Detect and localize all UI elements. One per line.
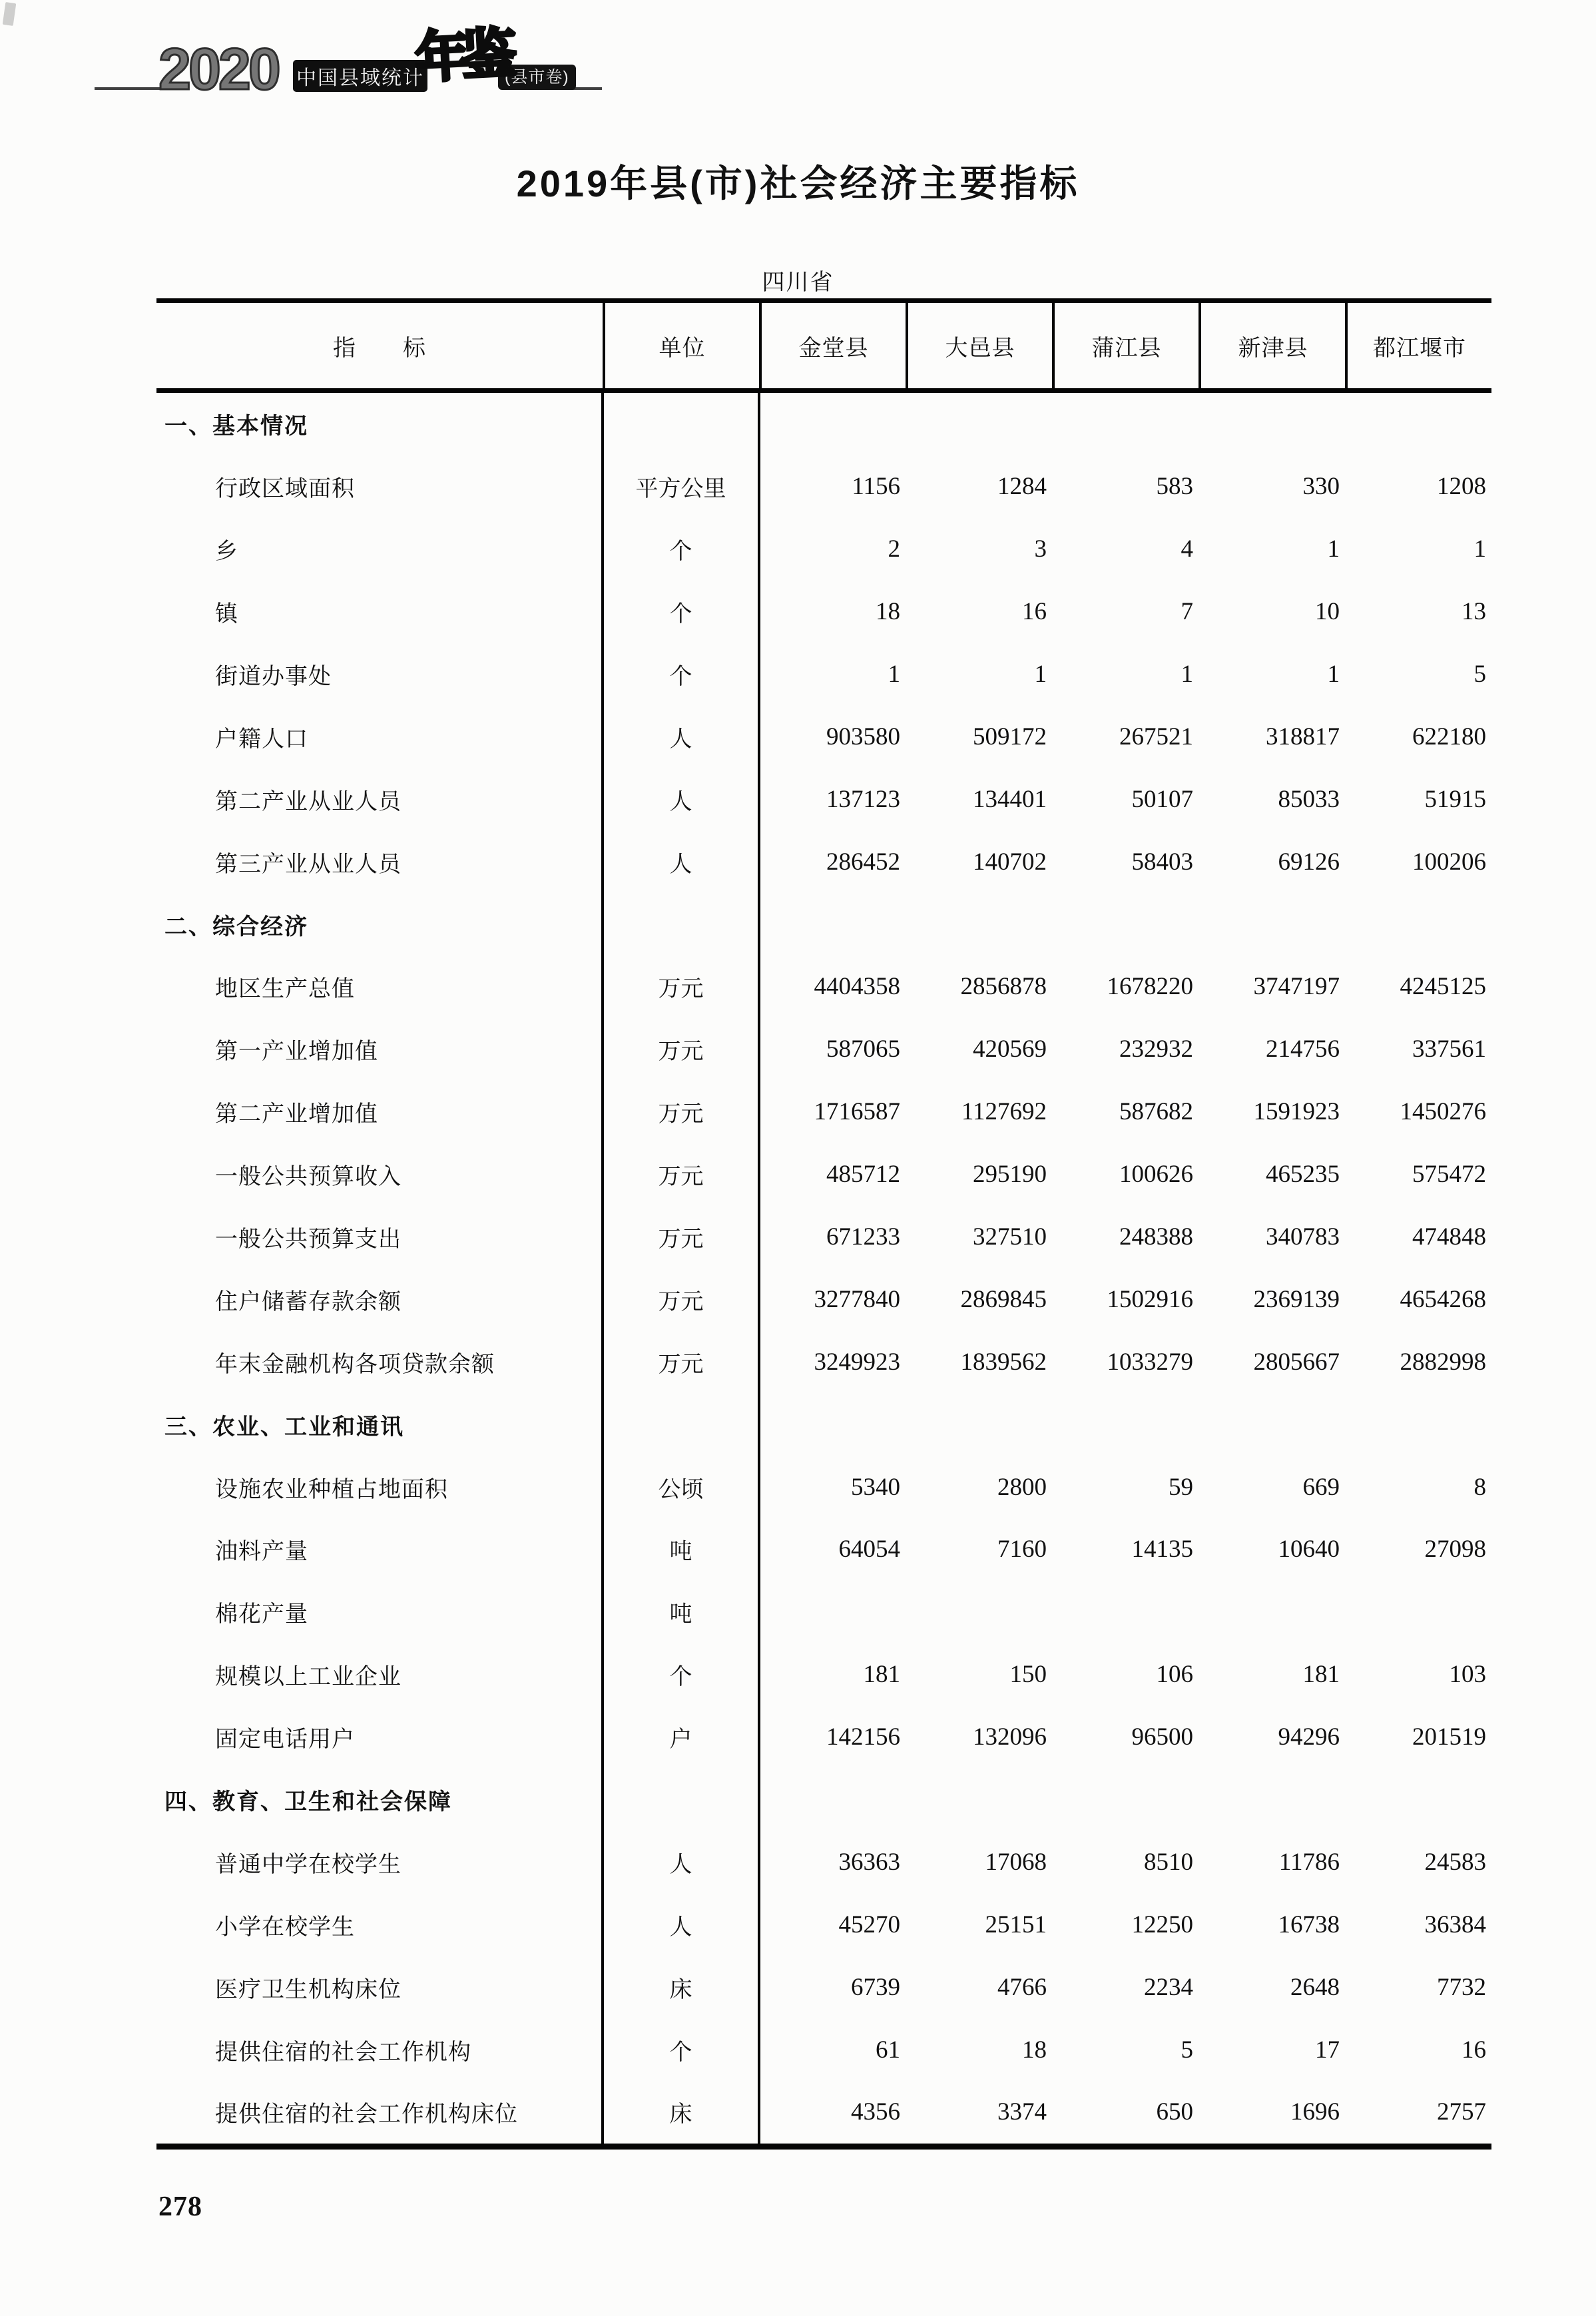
value-cell-xinjin: 16738 bbox=[1278, 1910, 1340, 1938]
page-title: 2019年县(市)社会经济主要指标 bbox=[516, 162, 1080, 204]
indicator-cell: 行政区域面积 bbox=[215, 477, 355, 502]
indicator-cell: 年末金融机构各项贷款余额 bbox=[215, 1352, 495, 1377]
table-row bbox=[156, 1706, 1491, 1769]
value-cell-dayi: 4766 bbox=[997, 1973, 1047, 2001]
value-cell-xinjin: 330 bbox=[1302, 473, 1340, 501]
value-cell-pujiang: 583 bbox=[1156, 473, 1193, 501]
unit-cell: 万元 bbox=[658, 1039, 704, 1065]
value-cell-pujiang: 7 bbox=[1181, 598, 1193, 626]
value-cell-xinjin: 318817 bbox=[1266, 723, 1340, 750]
indicator-cell: 第一产业增加值 bbox=[215, 1039, 378, 1065]
value-cell-pujiang: 5 bbox=[1181, 2036, 1193, 2064]
indicator-cell: 普通中学在校学生 bbox=[215, 1852, 401, 1877]
value-cell-dujiangyan: 7732 bbox=[1437, 1973, 1486, 2001]
column-rule-indicator bbox=[601, 393, 604, 2144]
unit-cell: 平方公里 bbox=[635, 477, 726, 502]
unit-cell: 个 bbox=[669, 539, 692, 565]
value-cell-dayi: 132096 bbox=[973, 1723, 1047, 1751]
table-row bbox=[156, 393, 1491, 455]
table-row bbox=[156, 1330, 1491, 1393]
table-bottom-border bbox=[156, 2144, 1491, 2150]
value-cell-pujiang: 12250 bbox=[1131, 1910, 1193, 1938]
table-row bbox=[156, 1769, 1491, 1831]
value-cell-pujiang: 96500 bbox=[1131, 1723, 1193, 1751]
value-cell-dujiangyan: 2882998 bbox=[1400, 1348, 1486, 1376]
value-cell-dayi: 295190 bbox=[973, 1161, 1047, 1189]
table-row bbox=[156, 705, 1491, 768]
value-cell-dujiangyan: 1450276 bbox=[1400, 1098, 1486, 1126]
value-cell-dujiangyan: 100206 bbox=[1412, 848, 1486, 876]
value-cell-pujiang: 232932 bbox=[1119, 1035, 1193, 1063]
value-cell-xinjin: 465235 bbox=[1266, 1161, 1340, 1189]
value-cell-pujiang: 50107 bbox=[1131, 785, 1193, 813]
indicator-cell: 户籍人口 bbox=[215, 726, 308, 752]
table-row bbox=[156, 1518, 1491, 1581]
indicator-cell: 提供住宿的社会工作机构床位 bbox=[215, 2102, 518, 2128]
unit-cell: 人 bbox=[669, 852, 692, 877]
unit-cell: 人 bbox=[669, 1914, 692, 1940]
value-cell-xinjin: 1591923 bbox=[1253, 1098, 1340, 1126]
value-cell-dayi: 140702 bbox=[973, 848, 1047, 876]
value-cell-jintang: 181 bbox=[863, 1661, 900, 1689]
header-county-pujiang: 蒲江县 bbox=[1052, 303, 1198, 388]
value-cell-dujiangyan: 51915 bbox=[1424, 785, 1486, 813]
header-unit: 单位 bbox=[603, 303, 759, 388]
value-cell-xinjin: 2648 bbox=[1290, 1973, 1340, 2001]
value-cell-dujiangyan: 103 bbox=[1449, 1661, 1486, 1689]
value-cell-dujiangyan: 4654268 bbox=[1400, 1285, 1486, 1313]
table-row bbox=[156, 1081, 1491, 1143]
table-row bbox=[156, 643, 1491, 706]
value-cell-dayi: 17068 bbox=[985, 1848, 1047, 1876]
indicator-cell: 住户储蓄存款余额 bbox=[215, 1289, 401, 1314]
indicator-cell: 设施农业种植占地面积 bbox=[215, 1477, 448, 1502]
table-row bbox=[156, 1956, 1491, 2018]
value-cell-jintang: 5340 bbox=[851, 1473, 900, 1501]
value-cell-jintang: 64054 bbox=[838, 1536, 900, 1564]
value-cell-jintang: 2 bbox=[888, 535, 900, 563]
value-cell-dayi: 18 bbox=[1022, 2036, 1047, 2064]
value-cell-xinjin: 1 bbox=[1327, 535, 1340, 563]
unit-cell: 万元 bbox=[658, 1352, 704, 1377]
value-cell-dujiangyan: 16 bbox=[1462, 2036, 1486, 2064]
unit-cell: 万元 bbox=[658, 1165, 704, 1190]
value-cell-dayi: 1839562 bbox=[960, 1348, 1047, 1376]
value-cell-dujiangyan: 27098 bbox=[1424, 1536, 1486, 1564]
province-subtitle: 四川省 bbox=[762, 270, 834, 295]
table-top-border bbox=[156, 298, 1491, 303]
indicator-cell: 街道办事处 bbox=[215, 665, 332, 689]
unit-cell: 吨 bbox=[669, 1602, 692, 1627]
table-row bbox=[156, 1143, 1491, 1206]
value-cell-xinjin: 10 bbox=[1315, 598, 1340, 626]
value-cell-jintang: 4404358 bbox=[814, 973, 900, 1001]
indicator-cell: 四、教育、卫生和社会保障 bbox=[164, 1789, 452, 1815]
value-cell-dujiangyan: 337561 bbox=[1412, 1035, 1486, 1063]
table-row bbox=[156, 1831, 1491, 1893]
scan-smudge bbox=[3, 2, 17, 26]
indicator-cell: 固定电话用户 bbox=[215, 1727, 355, 1753]
table-header-row bbox=[156, 303, 1491, 388]
value-cell-xinjin: 1696 bbox=[1290, 2098, 1340, 2126]
value-cell-dujiangyan: 4245125 bbox=[1400, 973, 1486, 1001]
unit-cell: 户 bbox=[669, 1727, 692, 1753]
value-cell-jintang: 36363 bbox=[838, 1848, 900, 1876]
masthead-year: 2020 bbox=[158, 36, 278, 102]
value-cell-jintang: 485712 bbox=[826, 1161, 900, 1189]
value-cell-xinjin: 85033 bbox=[1278, 785, 1340, 813]
value-cell-jintang: 4356 bbox=[851, 2098, 900, 2126]
value-cell-jintang: 1716587 bbox=[814, 1098, 900, 1126]
table-row bbox=[156, 768, 1491, 830]
header-indicator: 指 标 bbox=[333, 336, 426, 361]
unit-cell: 人 bbox=[669, 789, 692, 814]
header-county-dayi: 大邑县 bbox=[906, 303, 1052, 388]
value-cell-jintang: 142156 bbox=[826, 1723, 900, 1751]
value-cell-xinjin: 214756 bbox=[1266, 1035, 1340, 1063]
value-cell-dayi: 25151 bbox=[985, 1910, 1047, 1938]
value-cell-dujiangyan: 1208 bbox=[1437, 473, 1486, 501]
value-cell-pujiang: 59 bbox=[1169, 1473, 1193, 1501]
page-number: 278 bbox=[158, 2191, 202, 2222]
unit-cell: 万元 bbox=[658, 1227, 704, 1253]
value-cell-jintang: 903580 bbox=[826, 723, 900, 750]
value-cell-jintang: 3277840 bbox=[814, 1285, 900, 1313]
value-cell-xinjin: 181 bbox=[1302, 1661, 1340, 1689]
value-cell-jintang: 3249923 bbox=[814, 1348, 900, 1376]
table-row bbox=[156, 2081, 1491, 2144]
value-cell-dayi: 327510 bbox=[973, 1223, 1047, 1251]
value-cell-jintang: 137123 bbox=[826, 785, 900, 813]
value-cell-dayi: 3 bbox=[1034, 535, 1047, 563]
value-cell-dayi: 16 bbox=[1022, 598, 1047, 626]
unit-cell: 个 bbox=[669, 2040, 692, 2065]
value-cell-pujiang: 106 bbox=[1156, 1661, 1193, 1689]
value-cell-dujiangyan: 2757 bbox=[1437, 2098, 1486, 2126]
unit-cell: 个 bbox=[669, 1665, 692, 1690]
value-cell-dujiangyan: 474848 bbox=[1412, 1223, 1486, 1251]
value-cell-jintang: 45270 bbox=[838, 1910, 900, 1938]
unit-cell: 万元 bbox=[658, 1289, 704, 1314]
value-cell-pujiang: 267521 bbox=[1119, 723, 1193, 750]
value-cell-pujiang: 100626 bbox=[1119, 1161, 1193, 1189]
unit-cell: 人 bbox=[669, 1852, 692, 1877]
value-cell-xinjin: 669 bbox=[1302, 1473, 1340, 1501]
table-row bbox=[156, 2018, 1491, 2081]
value-cell-xinjin: 2369139 bbox=[1253, 1285, 1340, 1313]
value-cell-xinjin: 17 bbox=[1315, 2036, 1340, 2064]
value-cell-dayi: 509172 bbox=[973, 723, 1047, 750]
value-cell-dayi: 2856878 bbox=[960, 973, 1047, 1001]
value-cell-pujiang: 1033279 bbox=[1107, 1348, 1193, 1376]
indicator-cell: 一般公共预算支出 bbox=[215, 1227, 401, 1253]
value-cell-pujiang: 2234 bbox=[1144, 1973, 1193, 2001]
indicator-cell: 提供住宿的社会工作机构 bbox=[215, 2040, 471, 2065]
value-cell-pujiang: 248388 bbox=[1119, 1223, 1193, 1251]
value-cell-jintang: 587065 bbox=[826, 1035, 900, 1063]
value-cell-dujiangyan: 201519 bbox=[1412, 1723, 1486, 1751]
indicator-cell: 第三产业从业人员 bbox=[215, 852, 401, 877]
indicator-cell: 镇 bbox=[215, 602, 238, 627]
value-cell-dayi: 1127692 bbox=[961, 1098, 1047, 1126]
value-cell-dujiangyan: 8 bbox=[1473, 1473, 1486, 1501]
value-cell-dujiangyan: 13 bbox=[1462, 598, 1486, 626]
unit-cell: 床 bbox=[669, 1977, 692, 2002]
value-cell-xinjin: 10640 bbox=[1278, 1536, 1340, 1564]
value-cell-dujiangyan: 36384 bbox=[1424, 1910, 1486, 1938]
yearbook-logo: 年鉴 bbox=[413, 23, 511, 89]
indicator-cell: 油料产量 bbox=[215, 1540, 308, 1565]
value-cell-pujiang: 587682 bbox=[1119, 1098, 1193, 1126]
indicator-cell: 乡 bbox=[215, 539, 238, 565]
indicator-cell: 一、基本情况 bbox=[164, 414, 308, 439]
value-cell-xinjin: 94296 bbox=[1278, 1723, 1340, 1751]
masthead-rule-left bbox=[95, 87, 164, 90]
header-county-dujiangyan: 都江堰市 bbox=[1345, 303, 1491, 388]
value-cell-pujiang: 8510 bbox=[1144, 1848, 1193, 1876]
value-cell-jintang: 61 bbox=[876, 2036, 900, 2064]
unit-cell: 个 bbox=[669, 665, 692, 689]
statistics-table bbox=[156, 298, 1491, 2150]
value-cell-dayi: 2869845 bbox=[960, 1285, 1047, 1313]
table-row bbox=[156, 1643, 1491, 1706]
indicator-cell: 小学在校学生 bbox=[215, 1914, 355, 1940]
value-cell-dujiangyan: 24583 bbox=[1424, 1848, 1486, 1876]
value-cell-xinjin: 3747197 bbox=[1253, 973, 1340, 1001]
table-row bbox=[156, 1581, 1491, 1643]
value-cell-xinjin: 340783 bbox=[1266, 1223, 1340, 1251]
value-cell-xinjin: 69126 bbox=[1278, 848, 1340, 876]
table-row bbox=[156, 956, 1491, 1018]
value-cell-pujiang: 650 bbox=[1156, 2098, 1193, 2126]
value-cell-dujiangyan: 622180 bbox=[1412, 723, 1486, 750]
value-cell-dujiangyan: 5 bbox=[1473, 661, 1486, 688]
unit-cell: 万元 bbox=[658, 1102, 704, 1127]
value-cell-jintang: 18 bbox=[876, 598, 900, 626]
unit-cell: 床 bbox=[669, 2102, 692, 2128]
value-cell-jintang: 1156 bbox=[852, 473, 900, 501]
value-cell-pujiang: 14135 bbox=[1131, 1536, 1193, 1564]
table-row bbox=[156, 893, 1491, 956]
value-cell-jintang: 286452 bbox=[826, 848, 900, 876]
value-cell-pujiang: 1502916 bbox=[1107, 1285, 1193, 1313]
header-county-jintang: 金堂县 bbox=[759, 303, 906, 388]
value-cell-dujiangyan: 575472 bbox=[1412, 1161, 1486, 1189]
indicator-cell: 第二产业增加值 bbox=[215, 1102, 378, 1127]
value-cell-dayi: 1 bbox=[1034, 661, 1047, 688]
indicator-cell: 第二产业从业人员 bbox=[215, 789, 401, 814]
value-cell-dujiangyan: 1 bbox=[1473, 535, 1486, 563]
value-cell-jintang: 6739 bbox=[851, 1973, 900, 2001]
table-row bbox=[156, 1268, 1491, 1330]
indicator-cell: 医疗卫生机构床位 bbox=[215, 1977, 401, 2002]
masthead-volume-label: (县市卷) bbox=[498, 65, 576, 90]
table-row bbox=[156, 1893, 1491, 1956]
table-row bbox=[156, 1393, 1491, 1456]
value-cell-dayi: 2800 bbox=[997, 1473, 1047, 1501]
column-rule-unit bbox=[758, 393, 760, 2144]
table-row bbox=[156, 1206, 1491, 1269]
table-row bbox=[156, 830, 1491, 893]
value-cell-pujiang: 1678220 bbox=[1107, 973, 1193, 1001]
value-cell-xinjin: 2805667 bbox=[1253, 1348, 1340, 1376]
value-cell-dayi: 1284 bbox=[997, 473, 1047, 501]
value-cell-dayi: 420569 bbox=[973, 1035, 1047, 1063]
value-cell-xinjin: 1 bbox=[1327, 661, 1340, 688]
unit-cell: 公顷 bbox=[658, 1477, 704, 1502]
table-row bbox=[156, 1456, 1491, 1518]
unit-cell: 个 bbox=[669, 602, 692, 627]
value-cell-dayi: 3374 bbox=[997, 2098, 1047, 2126]
indicator-cell: 二、综合经济 bbox=[164, 914, 308, 940]
unit-cell: 吨 bbox=[669, 1540, 692, 1565]
table-row bbox=[156, 455, 1491, 518]
masthead-series-label: 中国县域统计 bbox=[293, 60, 427, 92]
indicator-cell: 一般公共预算收入 bbox=[215, 1165, 401, 1190]
value-cell-pujiang: 58403 bbox=[1131, 848, 1193, 876]
value-cell-dayi: 7160 bbox=[997, 1536, 1047, 1564]
value-cell-dayi: 134401 bbox=[973, 785, 1047, 813]
table-body bbox=[156, 393, 1491, 2144]
unit-cell: 万元 bbox=[658, 977, 704, 1002]
value-cell-dayi: 150 bbox=[1009, 1661, 1047, 1689]
table-header-separator bbox=[156, 388, 1491, 393]
header-county-xinjin: 新津县 bbox=[1198, 303, 1345, 388]
table-row bbox=[156, 1018, 1491, 1081]
value-cell-jintang: 1 bbox=[888, 661, 900, 688]
value-cell-xinjin: 11786 bbox=[1278, 1848, 1340, 1876]
table-row bbox=[156, 581, 1491, 643]
value-cell-pujiang: 1 bbox=[1181, 661, 1193, 688]
indicator-cell: 规模以上工业企业 bbox=[215, 1665, 401, 1690]
unit-cell: 人 bbox=[669, 726, 692, 752]
indicator-cell: 地区生产总值 bbox=[215, 977, 355, 1002]
value-cell-jintang: 671233 bbox=[826, 1223, 900, 1251]
indicator-cell: 三、农业、工业和通讯 bbox=[164, 1414, 404, 1440]
indicator-cell: 棉花产量 bbox=[215, 1602, 308, 1627]
table-row bbox=[156, 518, 1491, 581]
value-cell-pujiang: 4 bbox=[1181, 535, 1193, 563]
